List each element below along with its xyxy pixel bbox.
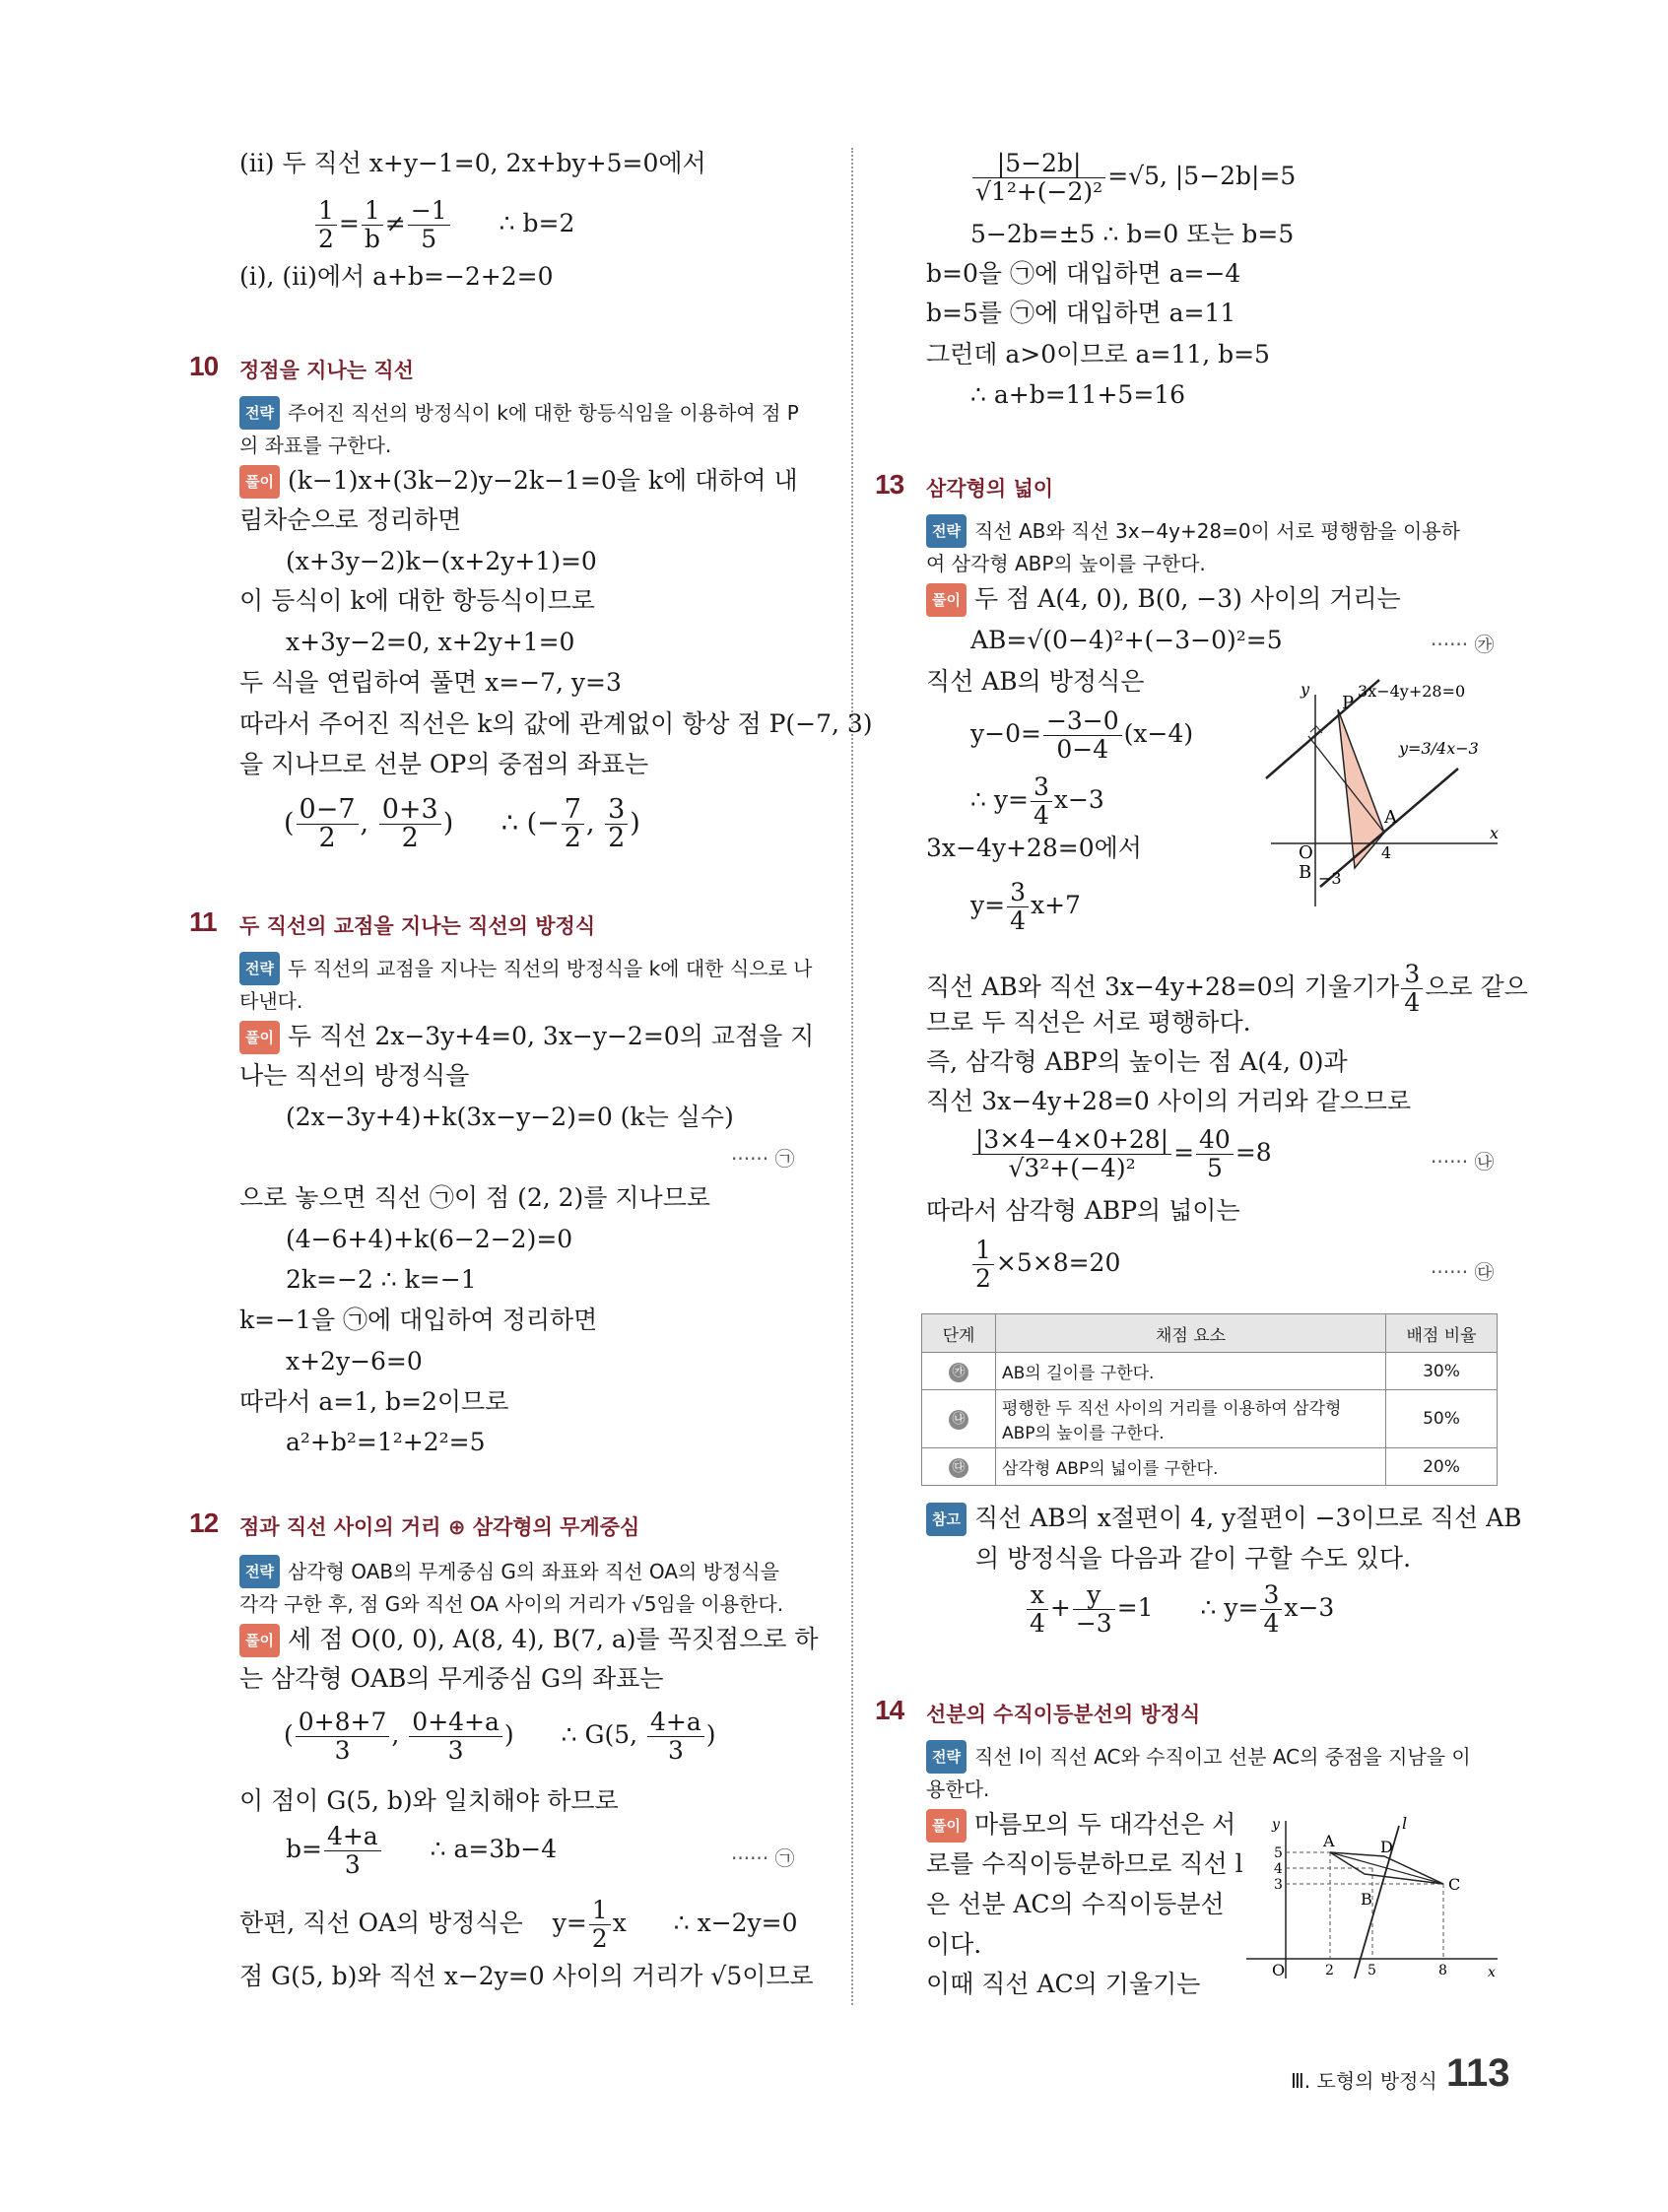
solution-line: 3x−4y+28=0에서 <box>926 834 1142 862</box>
solution-line: b=0을 ㉠에 대입하면 a=−4 <box>926 259 1241 288</box>
solution-line: 이 등식이 k에 대한 항등식이므로 <box>239 586 595 615</box>
table-row <box>922 1448 1498 1486</box>
text-line: (ⅰ), (ⅱ)에서 a+b=−2+2=0 <box>239 262 554 291</box>
solution-line: 즉, 삼각형 ABP의 높이는 점 A(4, 0)과 <box>926 1047 1348 1076</box>
graph-tick: 5 <box>1368 1963 1376 1978</box>
distance-equation: $\frac{|5-2b|}{\text{√1²+(−2)²}}$ =√5, |5−2b|=5 <box>970 150 1296 206</box>
problem-title: 점과 직선 사이의 거리 ⊕ 삼각형의 무게중심 <box>239 1515 640 1539</box>
text-line: (ⅱ) 두 직선 x+y−1=0, 2x+by+5=0에서 <box>239 149 706 177</box>
equation-marker: ······ ㉠ <box>731 1147 795 1171</box>
solution-line: 로를 수직이등분하므로 직선 l <box>926 1849 1243 1878</box>
solution-line: 풀이 두 점 A(4, 0), B(0, −3) 사이의 거리는 <box>926 583 1401 617</box>
strategy-line: 전략 직선 AB와 직선 3x−4y+28=0이 서로 평행함을 이용하 <box>926 514 1460 548</box>
step-badge: ㉮ <box>949 1363 968 1382</box>
equation-line: (4−6+4)+k(6−2−2)=0 <box>286 1225 573 1253</box>
problem-title: 선분의 수직이등분선의 방정식 <box>926 1703 1201 1726</box>
graph-label-x: x <box>1488 1965 1496 1980</box>
reference-line: 참고 직선 AB의 x절편이 4, y절편이 −3이므로 직선 AB <box>926 1503 1522 1536</box>
equation-line: ∴ y= $\frac{3}{4}$ x−3 <box>970 772 1104 830</box>
strategy-line: 여 삼각형 ABP의 높이를 구한다. <box>926 552 1206 575</box>
problem-number: 11 <box>189 906 217 937</box>
table-cell: 50% <box>1386 1390 1498 1448</box>
solution-line: 직선 AB와 직선 3x−4y+28=0의 기울기가 $\frac{3}{4}$ 으로 같으 <box>926 960 1528 1017</box>
solution-line: 따라서 주어진 직선은 k의 값에 관계없이 항상 점 P(−7, 3) <box>239 709 873 738</box>
graph-tick-4: 4 <box>1381 843 1392 862</box>
graph-tick: 3 <box>1274 1877 1283 1893</box>
equation-line: 2k=−2 ∴ k=−1 <box>286 1265 477 1294</box>
equation-marker: ······ ㉯ <box>1431 1150 1495 1173</box>
solution-line: 직선 3x−4y+28=0 사이의 거리와 같으므로 <box>926 1087 1412 1115</box>
equation-line: AB=√(0−4)²+(−3−0)²=5 <box>970 626 1283 654</box>
solution-line: 풀이 마름모의 두 대각선은 서 <box>926 1809 1235 1843</box>
solution-line: b=5를 ㉠에 대입하면 a=11 <box>926 299 1236 327</box>
graph-tick: 2 <box>1325 1963 1334 1978</box>
equation-line: $\frac{1}{2}$ = $\frac{1}{b}$ ≠ $\frac{-1}{5}$ ∴ b=2 <box>313 197 574 253</box>
reference-line: 의 방정식을 다음과 같이 구할 수도 있다. <box>975 1544 1412 1573</box>
problem-number: 10 <box>189 351 219 381</box>
midpoint-equation: ( $\frac{0-7}{2}$ , $\frac{0+3}{2}$ ) ∴ (− $\frac{7}{2}$ , $\frac{3}{2}$ ) <box>284 794 640 853</box>
solution-line: 림차순으로 정리하면 <box>239 505 462 534</box>
graph-label-o: O <box>1299 842 1313 863</box>
table-row <box>922 1390 1498 1448</box>
strategy-line: 전략 직선 l이 직선 AC와 수직이고 선분 AC의 중점을 지남을 이 <box>926 1740 1471 1774</box>
equation-line: $\frac{1}{2}$ ×5×8=20 <box>970 1237 1120 1293</box>
strategy-line: 의 좌표를 구한다. <box>239 434 392 457</box>
graph-label-o: O <box>1272 1961 1286 1979</box>
equation-line: a²+b²=1²+2²=5 <box>286 1428 486 1456</box>
solution-line: 을 지나므로 선분 OP의 중점의 좌표는 <box>239 750 649 778</box>
problem-number: 12 <box>189 1508 219 1538</box>
solution-line: 두 식을 연립하여 풀면 x=−7, y=3 <box>239 668 622 697</box>
graph-label-p: P <box>1342 693 1355 713</box>
graph-line1-label: 3x−4y+28=0 <box>1358 682 1466 701</box>
solution-line: 풀이 세 점 O(0, 0), A(8, 4), B(7, a)를 꼭짓점으로 하 <box>239 1624 818 1657</box>
graph-label-a: A <box>1384 807 1397 828</box>
table-cell: 30% <box>1386 1353 1498 1390</box>
solution-line: 풀이 두 직선 2x−3y+4=0, 3x−y−2=0의 교점을 지 <box>239 1021 814 1054</box>
graph-tick: 8 <box>1438 1963 1447 1978</box>
solution-line: 따라서 a=1, b=2이므로 <box>239 1387 509 1416</box>
table-cell: 평행한 두 직선 사이의 거리를 이용하여 삼각형 ABP의 높이를 구한다. <box>996 1390 1386 1448</box>
page-number: 113 <box>1446 2051 1510 2095</box>
equation-line: x+2y−6=0 <box>286 1347 423 1375</box>
solution-line: 는 삼각형 OAB의 무게중심 G의 좌표는 <box>239 1664 664 1693</box>
solution-line: 므로 두 직선은 서로 평행하다. <box>926 1008 1251 1037</box>
equation-marker: ······ ㉰ <box>1431 1260 1495 1284</box>
solution-line: 그런데 a>0이므로 a=11, b=5 <box>926 340 1270 369</box>
solution-line: 이다. <box>926 1930 982 1959</box>
graph-tick: 5 <box>1274 1845 1283 1861</box>
strategy-line: 전략 주어진 직선의 방정식이 k에 대한 항등식임을 이용하여 점 P <box>239 396 799 430</box>
equation-line: 5−2b=±5 ∴ b=0 또는 b=5 <box>970 220 1295 248</box>
chapter-title: Ⅲ. 도형의 방정식 <box>1291 2069 1437 2093</box>
table-row <box>922 1353 1498 1390</box>
equation-marker: ······ ㉮ <box>1431 633 1495 656</box>
solution-line: 이 점이 G(5, b)와 일치해야 하므로 <box>239 1786 619 1815</box>
equation-marker: ······ ㉠ <box>731 1846 795 1870</box>
step-badge: ㉰ <box>949 1458 968 1478</box>
equation-line: (2x−3y+4)+k(3x−y−2)=0 (k는 실수) <box>286 1103 734 1131</box>
graph-tick: 4 <box>1274 1861 1283 1877</box>
problem-number: 14 <box>875 1695 904 1725</box>
solution-line: 따라서 삼각형 ABP의 넓이는 <box>926 1196 1240 1225</box>
column-divider <box>851 148 853 2005</box>
distance-equation: $\frac{|3\times 4-4\times 0+28|}{\text{√3²+(−4)²}}$ = $\frac{40}{5}$ =8 <box>970 1126 1272 1182</box>
equation-line: b= $\frac{4+a}{3}$ ∴ a=3b−4 <box>286 1822 558 1879</box>
equation-line: (x+3y−2)k−(x+2y+1)=0 <box>286 547 597 575</box>
strategy-badge: 전략 <box>239 396 280 430</box>
problem-title: 삼각형의 넓이 <box>926 477 1054 501</box>
strategy-line: 타낸다. <box>239 989 303 1013</box>
strategy-line: 전략 삼각형 OAB의 무게중심 G의 좌표와 직선 OA의 방정식을 <box>239 1555 779 1588</box>
rhombus-graph <box>1246 1811 1502 1983</box>
table-cell: 삼각형 ABP의 넓이를 구한다. <box>996 1448 1386 1486</box>
table-header: 배점 비율 <box>1386 1314 1498 1353</box>
solution-line: 은 선분 AC의 수직이등분선 <box>926 1890 1225 1918</box>
graph-label-b: B <box>1361 1890 1372 1909</box>
strategy-line: 전략 두 직선의 교점을 지나는 직선의 방정식을 k에 대한 식으로 나 <box>239 952 812 985</box>
solution-line: k=−1을 ㉠에 대입하여 정리하면 <box>239 1306 598 1334</box>
graph-label-a: A <box>1323 1832 1335 1850</box>
solution-line: 이때 직선 AC의 기울기는 <box>926 1970 1201 1998</box>
triangle-graph <box>1261 675 1507 916</box>
graph-line2-label: y=3/4x−3 <box>1399 739 1479 758</box>
step-badge: ㉯ <box>949 1410 968 1430</box>
graph-label-l: l <box>1402 1814 1408 1833</box>
problem-number: 13 <box>875 469 904 500</box>
table-cell: 20% <box>1386 1448 1498 1486</box>
table-header: 채점 요소 <box>996 1314 1386 1353</box>
solution-line: 직선 AB의 방정식은 <box>926 667 1145 696</box>
equation-line: ∴ a+b=11+5=16 <box>970 380 1186 409</box>
table-cell: AB의 길이를 구한다. <box>996 1353 1386 1390</box>
graph-label-d: D <box>1380 1838 1393 1856</box>
reference-badge: 참고 <box>926 1503 967 1536</box>
graph-label-x: x <box>1490 824 1500 842</box>
equation-line: x+3y−2=0, x+2y+1=0 <box>286 628 575 656</box>
equation-line: y−0= $\frac{-3-0}{0-4}$ (x−4) <box>970 706 1194 764</box>
graph-label-b: B <box>1299 862 1312 883</box>
equation-line: $\frac{x}{4}$ + $\frac{y}{-3}$ =1 ∴ y= $\frac{3}{4}$ x−3 <box>1025 1581 1334 1638</box>
scoring-table <box>921 1313 1498 1486</box>
strategy-line: 각각 구한 후, 점 G와 직선 OA 사이의 거리가 √5임을 이용한다. <box>239 1592 784 1616</box>
centroid-equation: ( $\frac{0+8+7}{3}$ , $\frac{0+4+a}{3}$ ) ∴ G(5, $\frac{4+a}{3}$ ) <box>284 1708 716 1765</box>
graph-label-y: y <box>1272 1817 1280 1833</box>
problem-title: 두 직선의 교점을 지나는 직선의 방정식 <box>239 914 596 938</box>
graph-label-c: C <box>1448 1875 1461 1894</box>
equation-line: y= $\frac{3}{4}$ x+7 <box>970 878 1081 935</box>
triangle-abp <box>1338 709 1384 868</box>
problem-title: 정점을 지나는 직선 <box>239 359 414 382</box>
strategy-line: 용한다. <box>926 1777 990 1801</box>
table-header: 단계 <box>922 1314 996 1353</box>
graph-tick-neg3: −3 <box>1318 869 1342 888</box>
solution-line: 나는 직선의 방정식을 <box>239 1061 470 1090</box>
solution-line: 점 G(5, b)와 직선 x−2y=0 사이의 거리가 √5이므로 <box>239 1962 814 1990</box>
solution-line: 풀이 (k−1)x+(3k−2)y−2k−1=0을 k에 대하여 내 <box>239 465 798 499</box>
solution-line: 으로 놓으면 직선 ㉠이 점 (2, 2)를 지나므로 <box>239 1183 710 1212</box>
graph-label-y: y <box>1301 680 1310 699</box>
solution-badge: 풀이 <box>239 465 280 499</box>
solution-line: 한편, 직선 OA의 방정식은 y= $\frac{1}{2}$ x ∴ x−2y=0 <box>239 1896 798 1953</box>
